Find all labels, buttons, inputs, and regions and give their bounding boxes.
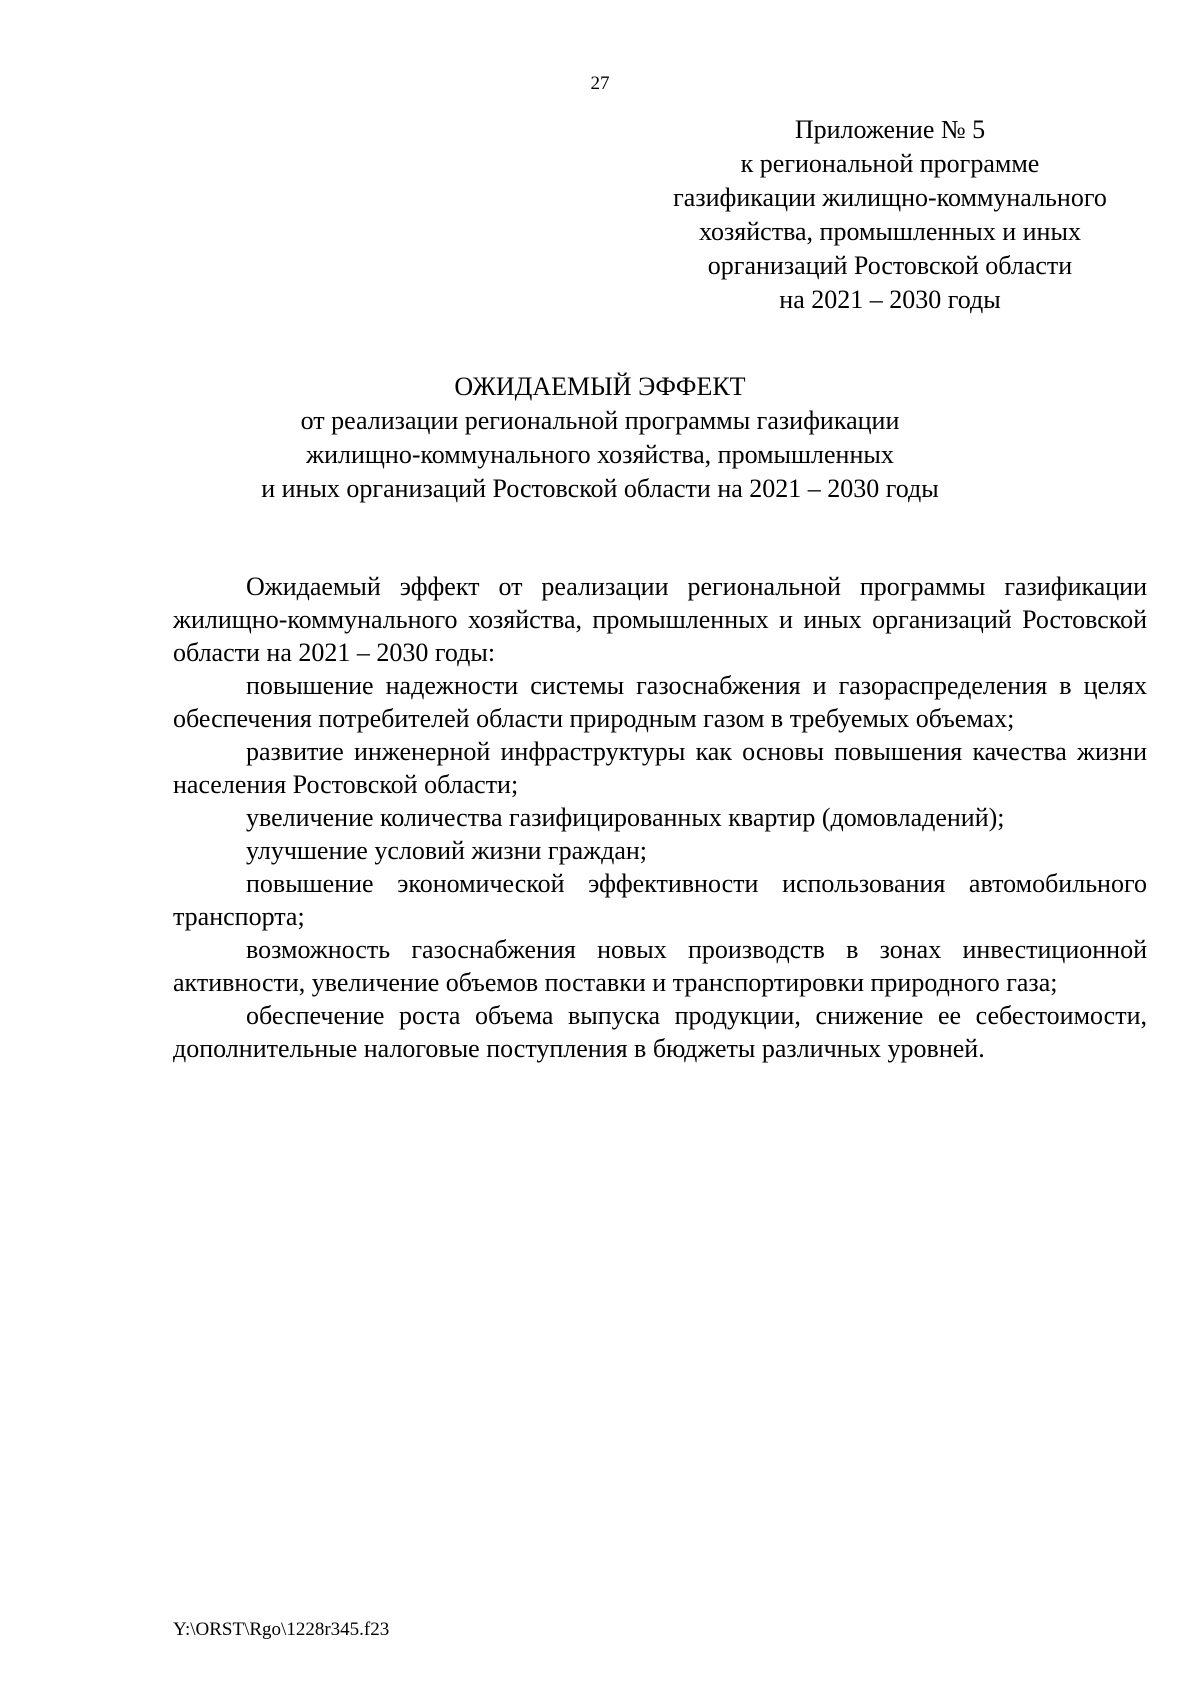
appendix-header: [620, 113, 1160, 317]
appendix-line: газификации жилищно-коммунального: [673, 183, 1107, 212]
body-text: [173, 570, 1147, 1065]
effect-item: возможность газоснабжения новых производств в зонах инвестиционной активности, увеличение объемов поставки и транспортировки природного газа;: [173, 935, 1147, 997]
footer-file-path: Y:\ORST\Rgo\1228r345.f23: [173, 1619, 390, 1640]
appendix-line: на 2021 – 2030 годы: [779, 285, 1001, 314]
effect-item: улучшение условий жизни граждан;: [246, 836, 648, 865]
title-heading: ОЖИДАЕМЫЙ ЭФФЕКТ: [454, 372, 746, 401]
appendix-line: Приложение № 5: [794, 115, 986, 144]
effect-item: обеспечение роста объема выпуска продукции, снижение ее себестоимости, дополнительные налоговые поступления в бюджеты различных уровней.: [173, 1001, 1147, 1063]
intro-paragraph: Ожидаемый эффект от реализации региональной программы газификации жилищно-коммунального хозяйства, промышленных и иных организаций Ростовской области на 2021 – 2030 годы:: [173, 572, 1147, 667]
effect-item: развитие инженерной инфраструктуры как основы повышения качества жизни населения Ростовской области;: [173, 737, 1147, 799]
effect-item: увеличение количества газифицированных квартир (домовладений);: [246, 803, 1005, 832]
appendix-line: хозяйства, промышленных и иных: [699, 217, 1081, 246]
document-title: [150, 370, 1050, 506]
title-subtitle-line: от реализации региональной программы газификации: [300, 406, 900, 435]
page-number: 27: [590, 73, 610, 94]
effect-item: повышение экономической эффективности использования автомобильного транспорта;: [173, 869, 1147, 931]
title-subtitle-line: жилищно-коммунального хозяйства, промышленных: [306, 440, 894, 469]
appendix-line: к региональной программе: [740, 149, 1040, 178]
effect-item: повышение надежности системы газоснабжения и газораспределения в целях обеспечения потребителей области природным газом в требуемых объемах;: [173, 671, 1147, 733]
title-subtitle-line: и иных организаций Ростовской области на 2021 – 2030 годы: [261, 474, 939, 503]
appendix-line: организаций Ростовской области: [707, 251, 1073, 280]
